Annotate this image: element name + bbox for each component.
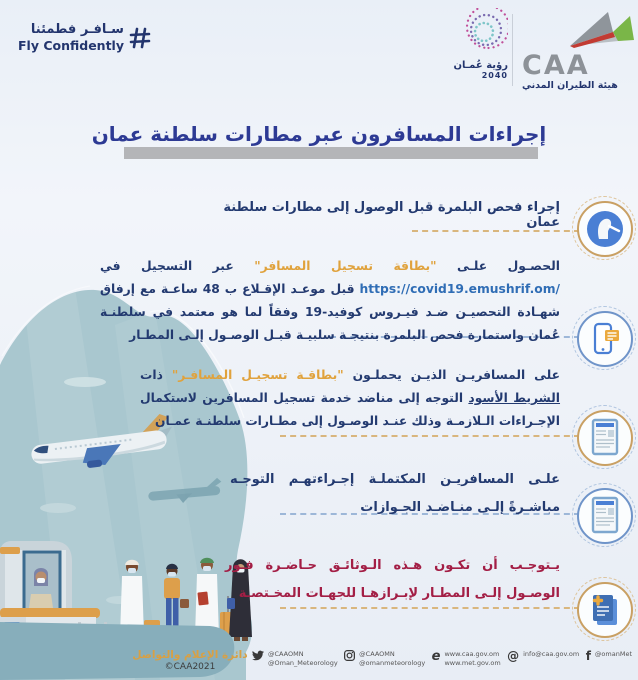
hashtag-icon [129, 27, 151, 49]
fly-confidently-logo [18, 22, 151, 54]
vision-swirl-icon [450, 8, 508, 60]
social-links-row [252, 650, 632, 669]
procedure-item-black-stripe-card [140, 364, 560, 433]
twitter-icon [252, 650, 264, 661]
caa-arabic-name: هيئة الطيران المدني [522, 80, 618, 91]
phone-registration-icon [577, 311, 633, 367]
caa-acronym-label: CAA [522, 50, 590, 81]
item-3-text-mid: ذات [140, 368, 172, 382]
facebook-contact [586, 650, 632, 669]
caa-logo [522, 8, 634, 91]
instagram-handle-2: @omanmeteorology [359, 659, 426, 668]
website-contact [432, 650, 501, 669]
instagram-handle-1: @CAAOMN [359, 650, 395, 658]
browser-icon: e [431, 649, 441, 664]
media-department-block [128, 649, 252, 672]
passport-counter-card-icon [577, 488, 633, 544]
at-icon: @ [507, 649, 520, 663]
fly-confidently-arabic: سـافـر فطمئنا [30, 22, 124, 37]
procedure-item-pcr [200, 200, 560, 230]
email-address: info@caa.gov.om [523, 650, 580, 658]
vision-year-label: 2040 [481, 71, 508, 80]
twitter-handle-2: @Oman_Meteorology [268, 659, 338, 668]
item-4-text: علـى المسافريـن المكتملـة إجـراءتهـم التوجـه مباشـرةً إلـى منـاضـد الجـوازات [230, 472, 560, 515]
caa-plane-icon [564, 8, 634, 52]
traveler-card-icon [577, 410, 633, 466]
media-department-label: دائرة الإعلام والتواصل [132, 649, 248, 661]
medical-documents-icon [577, 582, 633, 638]
fly-confidently-english: Fly Confidently [18, 38, 124, 54]
instagram-icon [344, 650, 355, 661]
twitter-contact [252, 650, 338, 669]
item-3-underlined-phrase: الشريط الأسود [468, 391, 561, 405]
procedure-item-passport-counters [230, 466, 560, 522]
item-3-text-before: على المسافريـن الذيـن يحملـون [343, 368, 561, 382]
item-3-card-highlight: "بطاقـة تسجيـل المسافـر" [171, 368, 344, 382]
twitter-handle-1: @CAAOMN [268, 650, 304, 658]
website-url-1: www.caa.gov.om [444, 650, 500, 658]
copyright-label: ©CAA2021 [164, 662, 216, 672]
item-5-text: يـتوجـب أن تكـون هـذه الـوثائـق حـاضـرة فـور الوصـول إلـى المطـار لإبـرازهـا للجهـات المخـتصـة [225, 558, 560, 601]
title-shadow-bar [124, 147, 538, 159]
oman-vision-2040-logo [428, 8, 508, 80]
website-url-2: www.met.gov.om [444, 659, 501, 668]
item-2-text-after: قبل موعـد الإقـلاع ب 48 ساعـة مع إرفاق شهـادة التحصيـن ضـد فيـروس كوفيد-19 وفقاً لما هو معتمد في سلطنـة عُمان واستمارة فحص البلمرة بنتيجـة سلبيـة قبـل الوصـول إلـى المطـار [100, 282, 560, 342]
item-2-text-before: الحصـول علـى [436, 259, 560, 273]
registration-url-link[interactable]: https://covid19.emushrif.om/ [359, 282, 560, 296]
vision-arabic-label: رؤية عُمـان [453, 60, 508, 71]
instagram-contact [344, 650, 425, 669]
dashed-connector-3 [280, 435, 580, 437]
facebook-handle: @omanMet [594, 650, 632, 658]
item-1-text: إجراء فحص البلمرة قبل الوصول إلى مطارات سلطنة عمان [223, 200, 560, 230]
item-3-text-after: التوجه إلى مناضد خدمة تسجيل المسافرين لاستكمال الإجـراءات الـلازمـة وذلك عنـد الوصـول إلى مطـارات سلطنـة عمـان [140, 391, 560, 428]
facebook-icon: f [585, 649, 591, 663]
procedure-item-registration [100, 255, 560, 347]
page-title: إجراءات المسافرون عبر مطارات سلطنة عمان [91, 122, 547, 146]
procedure-item-documents-ready [225, 552, 560, 608]
item-2-text-mid: عبر التسجيل في [100, 259, 255, 273]
dashed-connector-1 [412, 230, 580, 232]
email-contact [507, 650, 579, 669]
item-2-card-highlight: "بطاقة تسجيل المسافر" [254, 259, 437, 273]
header-divider [512, 14, 513, 86]
pcr-swab-icon [577, 201, 633, 257]
